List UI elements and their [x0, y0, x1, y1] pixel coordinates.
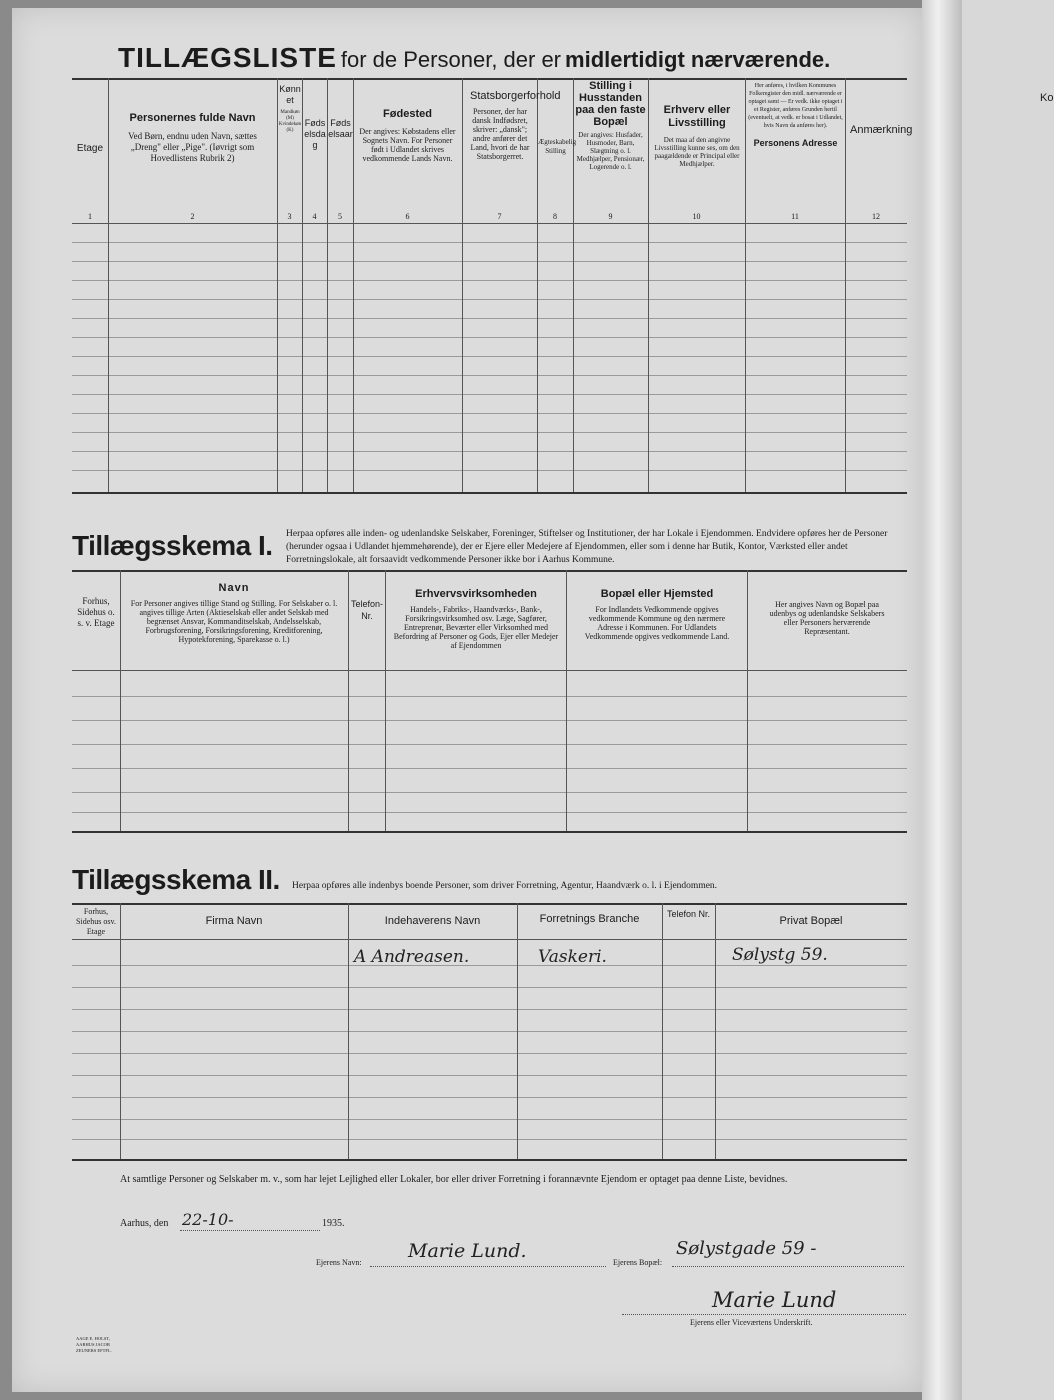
- skema1-col-erhverv-sub: Handels-, Fabriks-, Haandværks-, Bank-, Forsikringsvirksomhed osv. Læge, Sagfører, Entreprenør, Beværter eller Virksomhed med Befordring af Personer og Gods, Ejer eller Medejer af Ejendommen: [393, 605, 559, 650]
- col-num-7: 7: [497, 212, 502, 221]
- owner-address-handwritten: Sølystgade 59 -: [676, 1238, 817, 1259]
- col-header-citizenship-label: Statsborgerforhold: [470, 90, 561, 102]
- col-header-occupation-label: Erhverv eller Livsstilling: [663, 104, 731, 129]
- col-header-name-sub: Ved Børn, endnu uden Navn, sættes „Dreng" eller „Pige". (Iøvrigt som Hovedlistens Rubrik 2): [128, 131, 257, 163]
- signature-handwritten: Marie Lund: [712, 1288, 837, 1312]
- skema2-col-telefon: Telefon Nr.: [666, 909, 711, 919]
- skema1-col-telefon: Telefon-Nr.: [350, 599, 384, 621]
- col-header-birthyear: Fødselsaar: [328, 118, 353, 139]
- col-header-birthplace-label: Fødested: [383, 108, 432, 120]
- skema1-col-bopael-sub: For Indlandets Vedkommende opgives vedkommende Kommune og den nærmere Adresse i Kommunen. For Udlandets Vedkommende opgives vedkommende Land.: [584, 605, 730, 641]
- col-header-marital: Ægteskabelig Stilling: [538, 138, 577, 155]
- date-handwritten: 22-10-: [182, 1210, 234, 1229]
- col-num-1: 1: [88, 212, 92, 221]
- owner-name-label: Ejerens Navn:: [316, 1258, 362, 1267]
- col-header-birthplace: [353, 108, 462, 163]
- skema2-row1-bopael: Sølystg 59.: [732, 945, 828, 965]
- page-title: [118, 42, 830, 74]
- adjacent-page-fragment: Ko: [1040, 92, 1054, 104]
- col-header-remark: Anmærkning: [850, 124, 913, 136]
- skema1-table: [72, 570, 907, 832]
- col-header-occupation: [649, 104, 745, 168]
- skema1-col-bopael: [568, 588, 746, 641]
- col-header-household-status: [573, 80, 648, 171]
- title-bold-2: midlertidigt nærværende.: [565, 47, 831, 72]
- col-num-3: 3: [287, 212, 292, 221]
- skema1-col-navn-label: Navn: [218, 582, 250, 594]
- col-header-household-sub: Der angives: Husfader, Husmoder, Barn, Slægtning o. l. Medhjælper, Pensionær, Logerende o. l.: [576, 131, 645, 171]
- skema2-title: Tillægsskema II.: [72, 864, 280, 895]
- skema1-col-erhverv-label: Erhvervsvirksomheden: [415, 588, 537, 600]
- col-header-occupation-sub: Det maa af den angivne Livsstilling kunne ses, om den paagældende er Principal eller Medhjælper.: [654, 136, 740, 168]
- col-header-address: [746, 82, 845, 149]
- skema1-col-etage: Forhus, Sidehus o. s. v. Etage: [77, 596, 115, 628]
- date-place-label: Aarhus, den: [120, 1218, 169, 1229]
- skema1-intro: Herpaa opføres alle inden- og udenlandske Selskaber, Foreninger, Stiftelser og Institutioner, der har Lokale i Ejendommen. Endvidere opføres her de Personer (herunder ogsaa i Udlandet hjemmehørende), der er Ejere eller Medejere af Ejendommen, eller som i denne har Butik, Kontor, Værksted eller andet Forretningslokale, alt forsaavidt vedkommende Personer ikke bor i Aarhus Kommune.: [286, 529, 888, 565]
- col-num-10: 10: [692, 212, 701, 221]
- col-header-household-label: Stilling i Husstanden paa den faste Bopæl: [575, 80, 646, 128]
- skema2-col-firma: Firma Navn: [205, 915, 263, 927]
- main-table: [72, 78, 913, 493]
- col-num-6: 6: [405, 212, 410, 221]
- col-header-address-sub: Her anføres, i hvilken Kommunes Folkeregister den midl. nærværende er optaget samt — Er vedk. ikke optaget i et Register, anføres Grunden hertil (eventuelt, at vedk. er bosat i Udlandet, hvis Navn da anføres her).: [748, 83, 843, 129]
- skema2-col-branche: Forretnings Branche: [539, 913, 640, 925]
- skema1-col-navn: [122, 582, 346, 644]
- skema2-row1-indehaver: A Andreasen.: [354, 947, 470, 967]
- skema1-col-bopael-label: Bopæl eller Hjemsted: [600, 588, 714, 600]
- col-num-8: 8: [553, 212, 557, 221]
- skema2-col-indehaver: Indehaverens Navn: [384, 915, 481, 927]
- skema2-row1-branche: Vaskeri.: [538, 947, 607, 967]
- skema1-col-repr: Her angives Navn og Bopæl paa udenbys og udenlandske Selskabers eller Personers herværende Repræsentant.: [769, 600, 885, 636]
- printer-imprint: AAGE E. HOLST, AARHUS JACOB ZEUNERS EFTFL.: [76, 1336, 112, 1353]
- col-header-name-label: Personernes fulde Navn: [129, 112, 256, 124]
- col-header-birthplace-sub: Der angives: Købstadens eller Sognets Navn. For Personer født i Udlandet skrives vedkommende Lands Navn.: [359, 127, 456, 163]
- col-header-citizenship-sub: Personer, der har dansk Indfødsret, skriver: „dansk"; andre anfører det Land, hvori de har Statsborgerret.: [470, 107, 530, 161]
- col-num-12: 12: [872, 212, 880, 221]
- col-header-etage: Etage: [76, 143, 104, 154]
- attestation-text: At samtlige Personer og Selskaber m. v., som har lejet Lejlighed eller Lokaler, bor eller driver Forretning i forannævnte Ejendom er optaget paa denne Liste, bevidnes.: [120, 1174, 788, 1185]
- col-header-gender: [278, 84, 302, 134]
- signature-label: Ejerens eller Viceværtens Underskrift.: [690, 1318, 813, 1327]
- col-header-address-label: Personens Adresse: [753, 138, 838, 148]
- skema1-col-erhverv: [387, 588, 565, 650]
- skema2-col-bopael: Privat Bopæl: [779, 915, 843, 927]
- owner-name-handwritten: Marie Lund.: [408, 1240, 527, 1262]
- col-num-4: 4: [312, 212, 317, 221]
- date-year: 1935.: [322, 1218, 345, 1229]
- col-num-2: 2: [190, 212, 195, 221]
- col-header-gender-label: Kønnet: [279, 84, 301, 105]
- book-spine: [922, 0, 962, 1400]
- col-num-11: 11: [791, 212, 799, 221]
- skema1-title: Tillægsskema I.: [72, 530, 273, 561]
- col-header-birthday: Fødselsdag: [304, 118, 326, 150]
- col-header-name: [108, 112, 277, 164]
- skema1-col-navn-sub: For Personer angives tillige Stand og Stilling. For Selskaber o. l. angives tillige Arten (Aktieselskab eller andet Selskab med begrænset Ansvar, Kommanditselskab, Andelsselskab, Forbrugsforening, Forsikringsforening, Kreditforening, Hypotekforening, Sparekasse o. l.): [130, 599, 338, 644]
- adjacent-page: [962, 0, 1054, 1400]
- col-header-gender-sub: Mandkøn (M) Kvindekøn (K): [278, 110, 302, 133]
- skema2-col-etage: Forhus, Sidehus osv. Etage: [76, 907, 116, 936]
- skema2-intro: Herpaa opføres alle indenbys boende Personer, som driver Forretning, Agentur, Haandværk o. l. i Ejendommen.: [292, 881, 718, 891]
- title-rest: for de Personer, der er: [340, 47, 562, 72]
- title-bold: TILLÆGSLISTE: [118, 42, 337, 73]
- col-num-9: 9: [608, 212, 613, 221]
- skema2-table: [72, 903, 907, 1160]
- col-num-5: 5: [338, 212, 342, 221]
- owner-address-label: Ejerens Bopæl:: [613, 1258, 663, 1267]
